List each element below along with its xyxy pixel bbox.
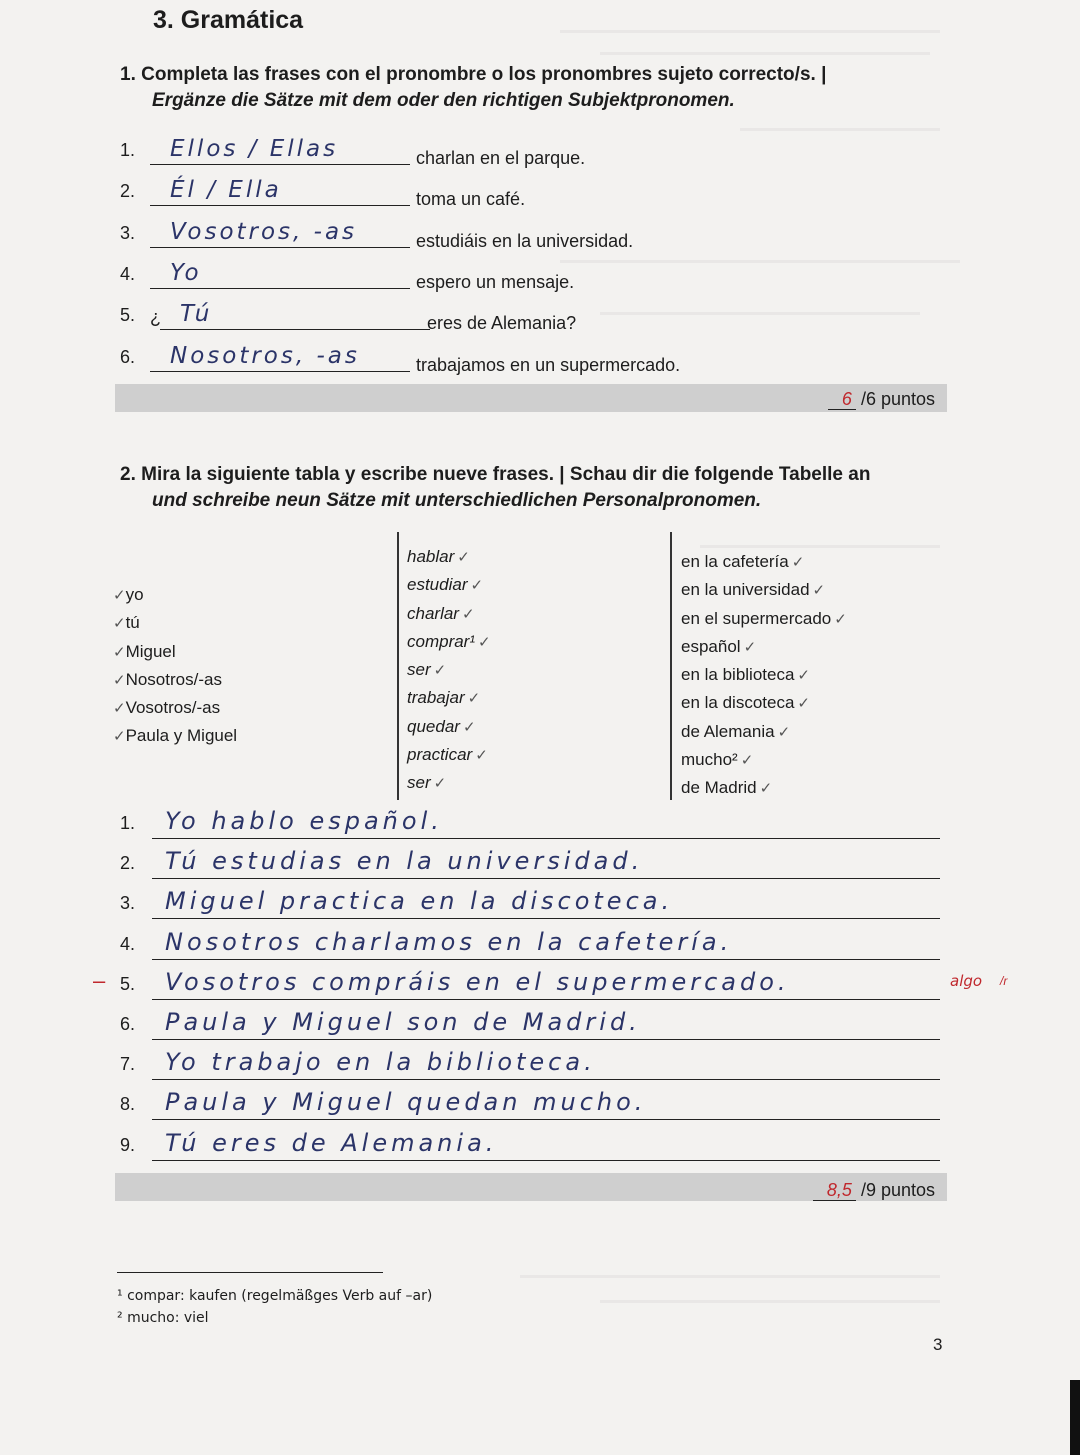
sentence-text: charlan en el parque. [416,148,586,168]
subject-item-label: Nosotros/-as [125,669,222,689]
answer-field[interactable]: Tú estudias en la universidad. [165,847,644,876]
item-number: 6. [120,347,136,367]
place-item [681,633,847,661]
answer-line [150,288,410,289]
footnote-2: ² mucho: viel [117,1310,209,1326]
item-number: 4. [120,933,136,954]
subject-item [110,666,237,694]
place-item-label: de Madrid [681,778,757,798]
answer-field[interactable]: Nosotros charlamos en la cafetería. [165,927,733,956]
answer-field[interactable]: Vosotros compráis en el supermercado. [165,967,790,996]
section-title: 3. Gramática [153,6,304,34]
answer-field[interactable]: Miguel practica en la discoteca. [165,887,674,916]
place-item [681,605,847,633]
item-number: 6. [120,1014,136,1034]
verb-item [407,600,491,628]
score-value: 8,5 [813,1180,856,1201]
exercise1-instruction [120,62,826,114]
item-number: 3. [120,223,136,243]
place-item [681,576,847,604]
check-icon: ✓ [812,582,826,600]
answer-line [150,205,410,206]
item-number: 7. [120,1054,136,1075]
sentence-text: estudiáis en la universidad. [416,231,634,251]
check-icon: ✓ [791,554,805,571]
page-number: 3 [933,1335,943,1354]
check-icon: ✓ [433,775,447,793]
place-item-label: en la cafetería [681,552,789,571]
verb-item-label: practicar [407,745,473,765]
subject-item-label: Miguel [125,641,176,661]
verb-item-label: charlar [407,603,459,623]
answer-line [152,838,940,839]
instruction-de: und schreibe neun Sätze mit unterschiedlichen Personalpronomen. [152,490,762,511]
answer-field[interactable]: Tú eres de Alemania. [165,1128,498,1157]
verb-item-label: comprar¹ [407,631,476,651]
verb-item-label: ser [407,773,431,793]
answer-field[interactable]: Nosotros, -as [170,343,360,369]
places-column [681,548,847,803]
verb-item-label: ser [407,660,431,680]
verb-item-label: estudiar [407,575,468,595]
item-number: 2. [120,181,136,201]
answer-field[interactable]: Vosotros, -as [170,219,358,245]
verb-item [407,769,491,797]
verb-item [407,656,491,684]
answer-field[interactable]: Ellos / Ellas [170,136,339,162]
check-icon: ✓ [475,747,488,765]
verb-item-label: trabajar [407,688,465,708]
column-divider [397,532,399,800]
instruction-de: Ergänze die Sätze mit dem oder den richtigen Subjektpronomen. [152,90,735,111]
score-total: /6 puntos [860,389,935,409]
answer-line [152,918,940,919]
place-item [681,746,847,774]
place-item [681,548,847,576]
subject-item-label: Paula y Miguel [125,726,238,746]
item-number: 2. [120,853,136,874]
check-icon: ✓ [113,728,126,746]
correction-margin-mark: – [93,968,106,993]
answer-field[interactable]: Paula y Miguel son de Madrid. [165,1008,641,1036]
subject-item [110,694,237,722]
check-icon: ✓ [740,752,754,770]
place-item-label: en la discoteca [681,693,795,713]
check-icon: ✓ [797,695,810,713]
check-icon: ✓ [462,718,476,736]
check-icon: ✓ [834,610,847,628]
item-prefix: ¿ [150,307,161,327]
answer-line [150,247,410,248]
place-item-label: en la biblioteca [681,665,795,685]
sentence-text: toma un café. [416,189,526,209]
check-icon: ✓ [797,667,810,685]
exercise2-score [813,1180,935,1201]
check-icon: ✓ [461,605,475,623]
verb-item-label: quedar [407,716,460,736]
check-icon: ✓ [777,723,791,741]
score-band [115,384,947,412]
exercise1-score [828,389,935,410]
answer-field[interactable]: Él / Ella [170,177,282,203]
answer-line [150,371,410,372]
item-number: 8. [120,1094,136,1115]
check-icon: ✓ [470,577,484,595]
check-icon: ✓ [113,587,126,604]
answer-line [152,999,940,1000]
answer-line [160,329,430,330]
item-number: 1. [120,813,136,833]
place-item [681,718,847,746]
footnote-separator [117,1272,383,1273]
item-number: 9. [120,1134,136,1155]
verb-item [407,684,491,712]
correction-mark: /r [1000,974,1008,988]
answer-field[interactable]: Tú [180,301,213,327]
check-icon: ✓ [759,780,773,798]
sentence-text: espero un mensaje. [416,272,575,292]
check-icon: ✓ [113,671,126,689]
answer-line [152,1079,940,1080]
answer-line [150,164,410,165]
subjects-column [110,581,237,751]
answer-field[interactable]: Yo trabajo en la biblioteca. [165,1048,596,1077]
answer-line [152,1119,940,1120]
verb-item [407,543,491,571]
score-value: 6 [828,389,856,410]
verb-item [407,571,491,599]
verb-item [407,741,491,769]
verbs-column [407,543,491,798]
answer-line [152,959,940,960]
answer-line [152,1039,940,1040]
place-item [681,774,847,802]
score-total: /9 puntos [860,1180,935,1200]
answer-field[interactable]: Yo hablo español. [165,807,443,835]
subject-item-label: yo [125,585,144,604]
sentence-text: trabajamos en un supermercado. [416,355,681,375]
check-icon: ✓ [113,615,126,633]
place-item-label: español [681,636,741,656]
check-icon: ✓ [467,690,481,708]
check-icon: ✓ [457,549,470,566]
place-item-label: de Alemania [681,721,775,741]
footnote-1: ¹ compar: kaufen (regelmäßges Verb auf –ar) [117,1288,433,1304]
verb-item [407,628,491,656]
subject-item [110,581,237,609]
column-divider [670,532,672,800]
item-number: 5. [120,973,136,994]
answer-line [152,878,940,879]
correction-insert: algo [950,972,983,990]
instruction-es: 1. Completa las frases con el pronombre o los pronombres sujeto correcto/s. | [120,64,827,85]
answer-line [152,1160,940,1161]
subject-item [110,722,237,750]
check-icon: ✓ [113,643,126,661]
sentence-text: eres de Alemania? [427,313,577,333]
exercise2-instruction [120,462,870,514]
scan-edge [1070,1380,1080,1455]
check-icon: ✓ [743,638,757,656]
answer-field[interactable]: Yo [170,260,202,286]
item-number: 1. [120,140,136,160]
place-item-label: en la universidad [681,580,810,600]
subject-item-label: tú [125,613,140,633]
item-number: 4. [120,264,136,284]
place-item-label: mucho² [681,750,738,770]
subject-item-label: Vosotros/-as [125,698,221,718]
instruction-es: 2. Mira la siguiente tabla y escribe nueve frases. | Schau dir die folgende Tabelle an [120,464,871,485]
verb-item-label: hablar [407,547,455,566]
check-icon: ✓ [433,662,447,680]
verb-item [407,713,491,741]
check-icon: ✓ [113,700,126,718]
place-item [681,661,847,689]
answer-field[interactable]: Paula y Miguel quedan mucho. [165,1088,647,1117]
item-number: 3. [120,893,136,914]
place-item-label: en el supermercado [681,608,832,628]
item-number: 5. [120,305,136,325]
subject-item [110,609,237,637]
subject-item [110,638,237,666]
check-icon: ✓ [478,633,491,651]
place-item [681,689,847,717]
